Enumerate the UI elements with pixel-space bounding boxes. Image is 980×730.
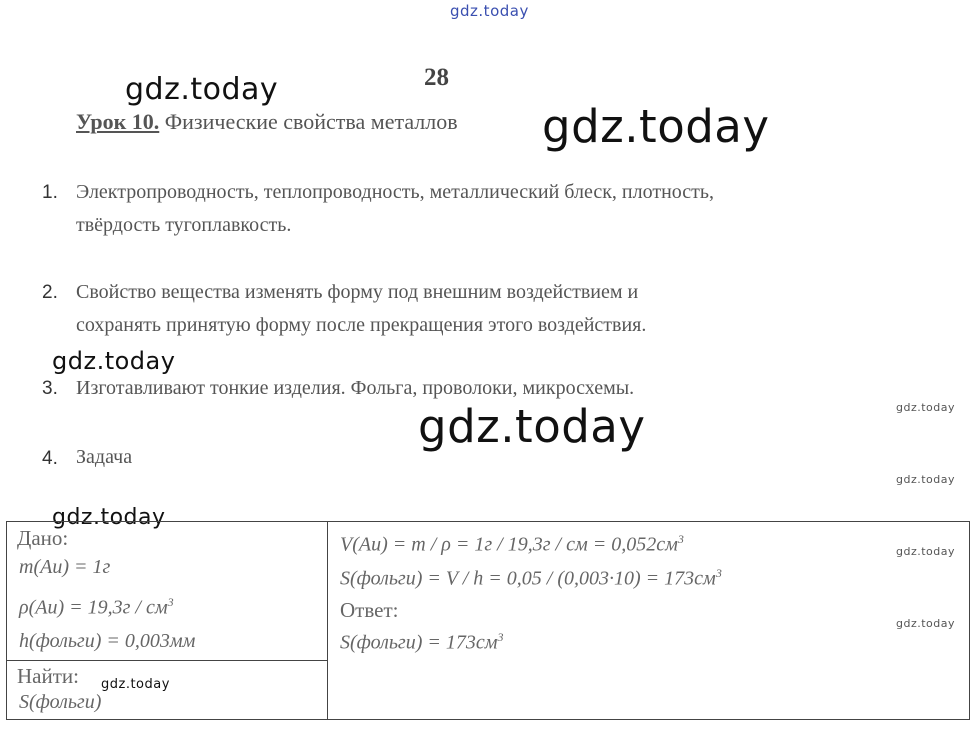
given-line: m(Au) = 1г [19,556,111,578]
solution-cell [328,522,970,720]
watermark: gdz.today [896,473,956,486]
find-cell [7,661,328,720]
item-number: 3. [42,378,58,399]
find-value: S(фольги) [19,691,102,713]
list-item [76,441,132,474]
item-line: Свойство вещества изменять форму под внешним воздействием и [76,281,639,303]
solution-line [340,532,684,557]
item-line: Электропроводность, теплопроводность, металлический блеск, плотность, [76,181,715,203]
solution-sup: 3 [677,532,684,546]
watermark: gdz.today [418,400,646,453]
solution-line-text: V(Au) = m / ρ = 1г / 19,3г / см = 0,052см [340,533,678,556]
lesson-heading [76,109,458,135]
given-line [19,595,174,620]
solution-line-text: S(фольги) = V / h = 0,05 / (0,003·10) = 173см [340,567,716,590]
solution-line [340,566,722,591]
given-line: h(фольги) = 0,003мм [19,630,196,652]
given-line-sup: 3 [167,595,174,609]
item-number: 2. [42,282,58,303]
answer-text: S(фольги) = 173см [340,631,498,654]
watermark: gdz.today [896,617,956,630]
answer-sup: 3 [497,630,504,644]
list-item [76,372,634,405]
item-number: 1. [42,182,58,203]
find-label: Найти: [17,664,79,688]
page-number: 28 [424,64,449,91]
lesson-label: Урок 10. [76,109,160,134]
lesson-title: Физические свойства металлов [164,109,458,134]
given-cell [7,522,328,661]
watermark: gdz.today [896,545,956,558]
watermark: gdz.today [896,401,956,414]
list-item [76,176,714,242]
item-line: твёрдость тугоплавкость. [76,214,292,236]
solution-sup: 3 [715,566,722,580]
task-table [6,521,970,720]
given-label: Дано: [17,526,69,550]
item-number: 4. [42,448,58,469]
watermark: gdz.today [450,2,529,20]
watermark: gdz.today [542,100,770,153]
watermark: gdz.today [52,505,166,530]
item-line: сохранять принятую форму после прекращения этого воздействия. [76,314,647,336]
given-line-text: ρ(Au) = 19,3г / см [19,596,168,619]
list-item [76,276,646,342]
watermark: gdz.today [101,677,170,692]
watermark: gdz.today [125,72,279,107]
watermark: gdz.today [52,347,176,375]
answer-line [340,630,504,655]
answer-label: Ответ: [340,598,399,622]
item-line: Изготавливают тонкие изделия. Фольга, проволоки, микросхемы. [76,377,635,399]
item-line: Задача [76,446,133,468]
